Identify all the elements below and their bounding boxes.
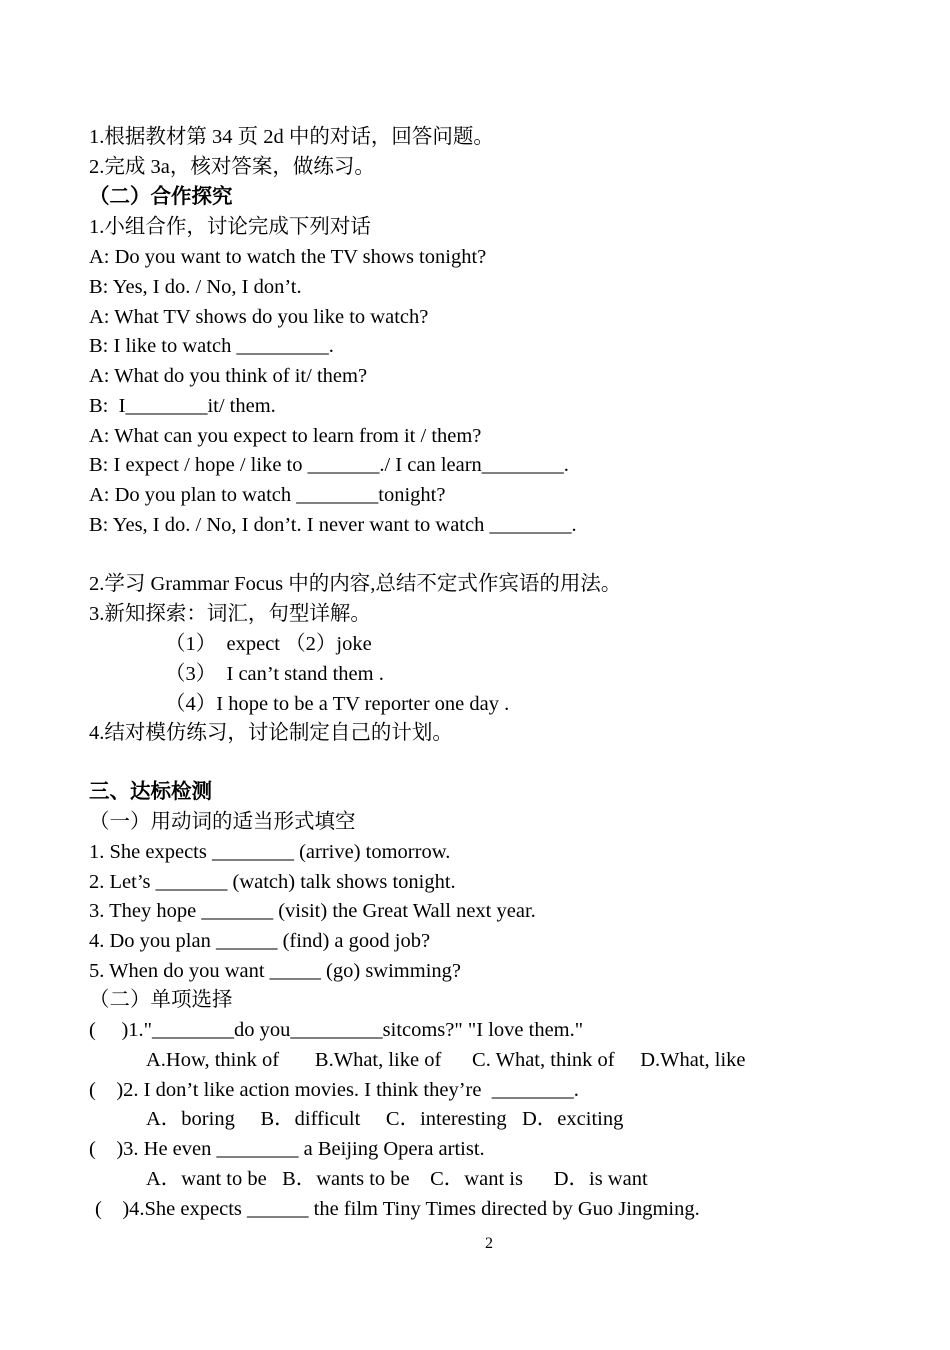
knowledge-item: （1） expect （2）joke — [165, 633, 372, 655]
line-task-1: 1.根据教材第 34 页 2d 中的对话，回答问题。 — [89, 126, 494, 148]
choice-question: ( )4.She expects ______ the film Tiny Times directed by Guo Jingming. — [95, 1198, 700, 1220]
fill-question: 4. Do you plan ______ (find) a good job? — [89, 930, 431, 952]
choice-question: ( )3. He even ________ a Beijing Opera artist. — [89, 1138, 485, 1160]
dialogue-line: A: Do you want to watch the TV shows tonight? — [89, 246, 487, 268]
choice-question: ( )2. I don’t like action movies. I think they’re ________. — [89, 1079, 579, 1101]
line-new-knowledge: 3.新知探索：词汇，句型详解。 — [89, 603, 371, 625]
choice-options: A.How, think of B.What, like of C. What, think of D.What, like — [146, 1049, 746, 1071]
dialogue-line: A: What TV shows do you like to watch? — [89, 306, 429, 328]
knowledge-item: （4）I hope to be a TV reporter one day . — [165, 693, 510, 715]
choice-question: ( )1."________do you_________sitcoms?" "I love them." — [89, 1019, 584, 1041]
line-group-work: 1.小组合作，讨论完成下列对话 — [89, 216, 371, 238]
fill-question: 3. They hope _______ (visit) the Great Wall next year. — [89, 900, 536, 922]
subsection-heading-fill: （一）用动词的适当形式填空 — [89, 811, 356, 833]
subsection-heading-choice: （二）单项选择 — [89, 989, 233, 1011]
knowledge-item: （3） I can’t stand them . — [165, 663, 384, 685]
dialogue-line: B: I expect / hope / like to _______./ I can learn________. — [89, 454, 569, 476]
fill-question: 5. When do you want _____ (go) swimming? — [89, 960, 461, 982]
choice-options: A．boring B．difficult C．interesting D．exciting — [146, 1108, 624, 1130]
fill-question: 1. She expects ________ (arrive) tomorrow. — [89, 841, 451, 863]
dialogue-line: B: Yes, I do. / No, I don’t. I never want to watch ________. — [89, 514, 577, 536]
section-heading-assessment: 三、达标检测 — [89, 781, 212, 803]
dialogue-line: A: What can you expect to learn from it / them? — [89, 425, 482, 447]
line-grammar-focus: 2.学习 Grammar Focus 中的内容,总结不定式作宾语的用法。 — [89, 573, 622, 595]
choice-options: A．want to be B．wants to be C．want is D．is want — [146, 1168, 648, 1190]
dialogue-line: B: I like to watch _________. — [89, 335, 334, 357]
line-task-2: 2.完成 3a，核对答案，做练习。 — [89, 156, 375, 178]
line-pair-practice: 4.结对模仿练习，讨论制定自己的计划。 — [89, 722, 453, 744]
section-heading-cooperation: （二）合作探究 — [89, 186, 233, 208]
fill-question: 2. Let’s _______ (watch) talk shows tonight. — [89, 871, 456, 893]
dialogue-line: A: Do you plan to watch ________tonight? — [89, 484, 446, 506]
dialogue-line: B: Yes, I do. / No, I don’t. — [89, 276, 302, 298]
dialogue-line: A: What do you think of it/ them? — [89, 365, 368, 387]
page-number: 2 — [485, 1235, 493, 1252]
dialogue-line: B: I________it/ them. — [89, 395, 276, 417]
